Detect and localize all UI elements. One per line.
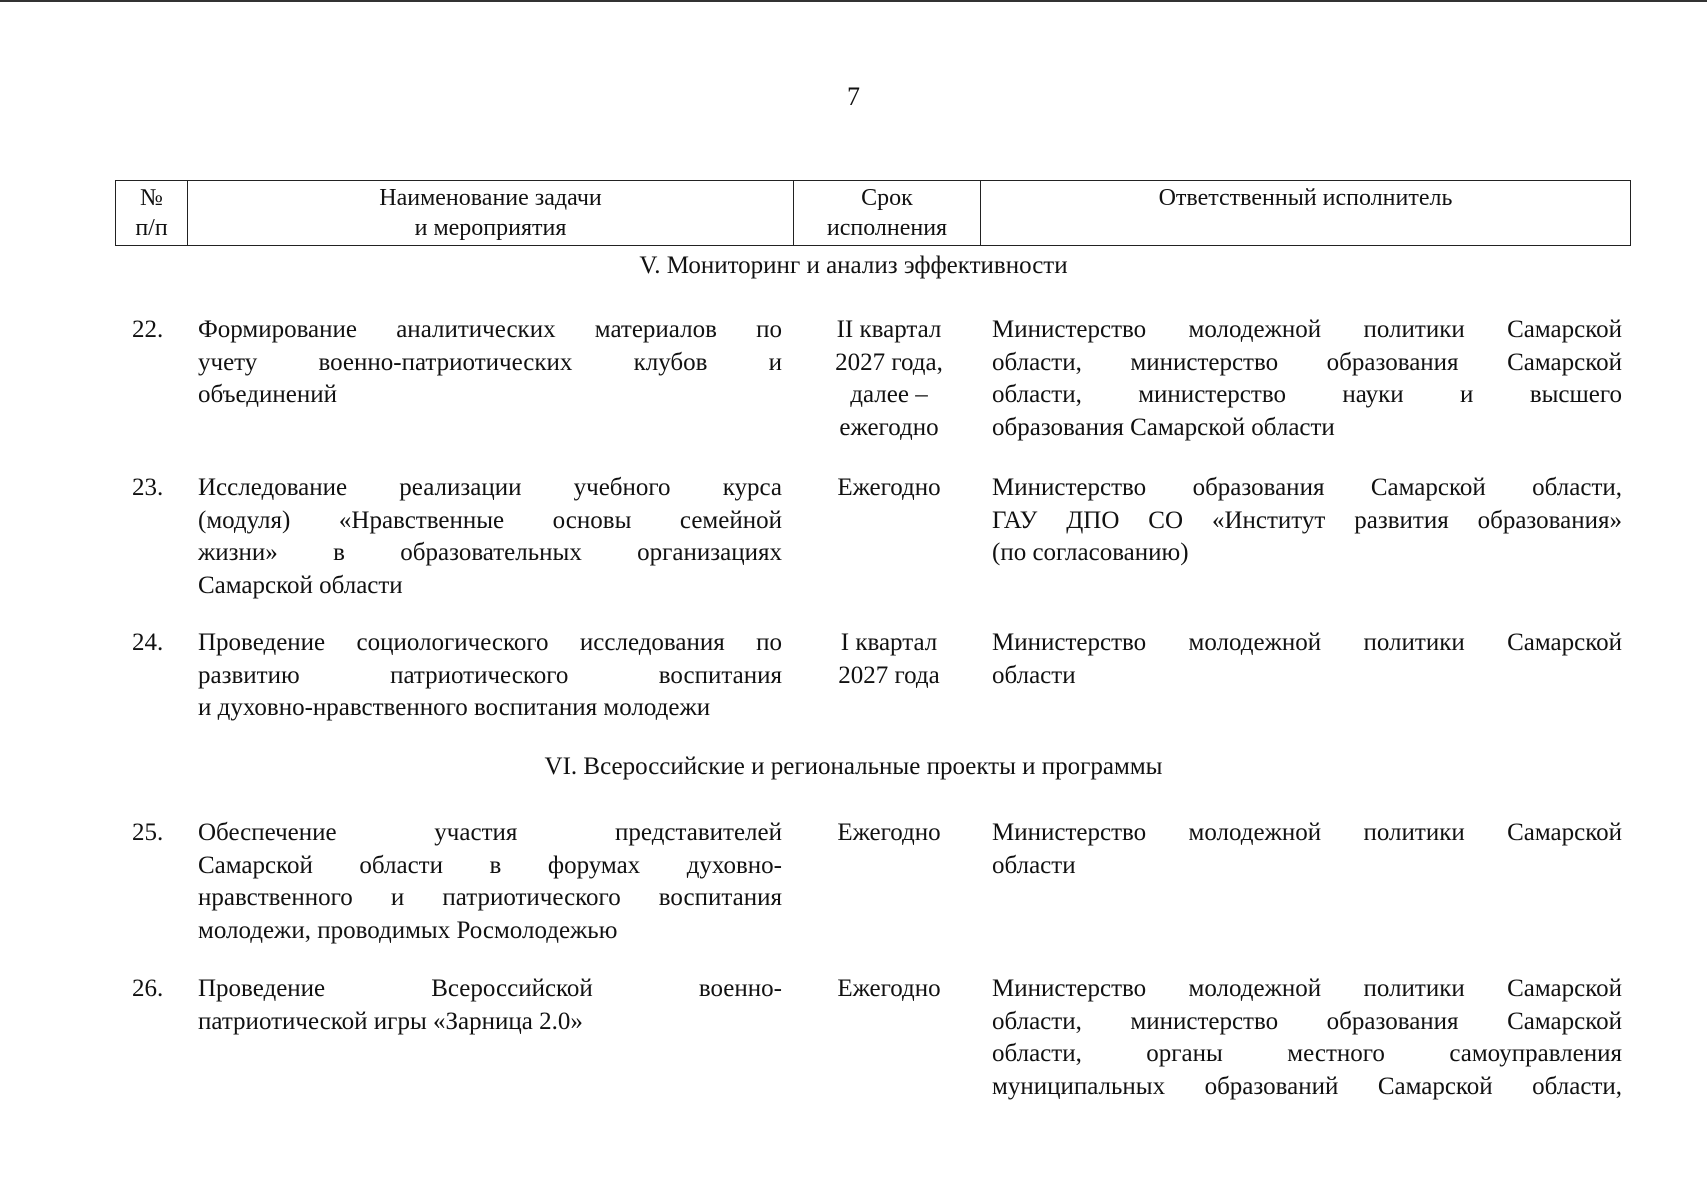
header-deadline-line: Срок (861, 185, 913, 211)
responsible-line: Министерство молодежной политики Самарской (992, 819, 1622, 846)
deadline-line: далее – (850, 381, 928, 408)
deadline-line: 2027 года, (835, 348, 943, 376)
header-number-line: п/п (135, 215, 168, 241)
row-number: 22. (132, 316, 164, 343)
deadline-line: Ежегодно (837, 975, 941, 1002)
task-name (198, 627, 782, 725)
task-name-line: (модуля) «Нравственные основы семейной (198, 506, 782, 534)
task-name-line: развитию патриотического воспитания (198, 661, 782, 689)
responsible-line: области, министерство науки и высшего (992, 381, 1622, 408)
header-task-name (188, 181, 794, 245)
responsible-line: области, министерство образования Самарской (992, 1007, 1622, 1035)
responsible (992, 472, 1622, 570)
header-deadline (794, 181, 981, 245)
deadline-line: 2027 года (838, 661, 940, 689)
header-responsible-line: Ответственный исполнитель (1158, 185, 1453, 211)
header-task-name-line: и мероприятия (414, 215, 567, 241)
row-number: 26. (132, 975, 164, 1002)
responsible-line: (по согласованию) (992, 539, 1189, 566)
deadline (808, 314, 970, 444)
task-name-line: Самарской области в форумах духовно- (198, 851, 782, 879)
table-header (115, 180, 1631, 246)
task-name-line: нравственного и патриотического воспитания (198, 884, 782, 911)
deadline (808, 973, 970, 1006)
deadline (808, 817, 970, 850)
task-name-line: Формирование аналитических материалов по (198, 316, 782, 343)
task-name-line: учету военно-патриотических клубов и (198, 348, 782, 376)
row-number: 25. (132, 819, 164, 846)
deadline (808, 627, 970, 692)
task-name-line: Проведение социологического исследования по (198, 629, 782, 656)
task-name-line: жизни» в образовательных организациях (198, 539, 782, 566)
responsible-line: муниципальных образований Самарской области, (992, 1072, 1622, 1100)
task-name (198, 817, 782, 947)
row-number: 23. (132, 474, 164, 501)
responsible (992, 627, 1622, 692)
responsible (992, 973, 1622, 1103)
deadline-line: ежегодно (839, 413, 939, 441)
responsible-line: области (992, 851, 1076, 879)
deadline (808, 472, 970, 505)
task-name-line: и духовно-нравственного воспитания молодежи (198, 694, 711, 721)
deadline-line: I квартал (840, 629, 938, 656)
section-title: VI. Всероссийские и региональные проекты и программы (544, 753, 1163, 780)
task-name (198, 973, 782, 1038)
responsible-line: Министерство молодежной политики Самарской (992, 975, 1622, 1002)
header-number-line: № (140, 185, 163, 211)
top-border (0, 0, 1707, 2)
task-name-line: Самарской области (198, 571, 403, 599)
responsible-line: Министерство молодежной политики Самарской (992, 629, 1622, 656)
header-number (116, 181, 188, 245)
responsible-line: Министерство образования Самарской области, (992, 474, 1622, 501)
responsible-line: области (992, 661, 1076, 689)
task-name-line: Проведение Всероссийской военно- (198, 975, 782, 1002)
responsible (992, 817, 1622, 882)
header-deadline-line: исполнения (826, 215, 948, 241)
task-name-line: молодежи, проводимых Росмолодежью (198, 916, 618, 944)
task-name-line: объединений (198, 381, 338, 408)
section-title: V. Мониторинг и анализ эффективности (639, 252, 1068, 279)
row-number: 24. (132, 629, 164, 656)
responsible-line: области, министерство образования Самарской (992, 348, 1622, 376)
deadline-line: Ежегодно (837, 474, 941, 501)
task-name (198, 472, 782, 602)
deadline-line: II квартал (836, 316, 942, 343)
responsible-line: ГАУ ДПО СО «Институт развития образования» (992, 506, 1622, 534)
task-name (198, 314, 782, 412)
responsible-line: Министерство молодежной политики Самарской (992, 316, 1622, 343)
responsible (992, 314, 1622, 444)
task-name-line: Обеспечение участия представителей (198, 819, 782, 846)
task-name-line: патриотической игры «Зарница 2.0» (198, 1007, 583, 1035)
responsible-line: образования Самарской области (992, 413, 1335, 441)
page-number: 7 (847, 82, 860, 111)
deadline-line: Ежегодно (837, 819, 941, 846)
responsible-line: области, органы местного самоуправления (992, 1040, 1622, 1067)
header-task-name-line: Наименование задачи (379, 185, 602, 211)
task-name-line: Исследование реализации учебного курса (198, 474, 782, 501)
header-responsible (981, 181, 1630, 245)
